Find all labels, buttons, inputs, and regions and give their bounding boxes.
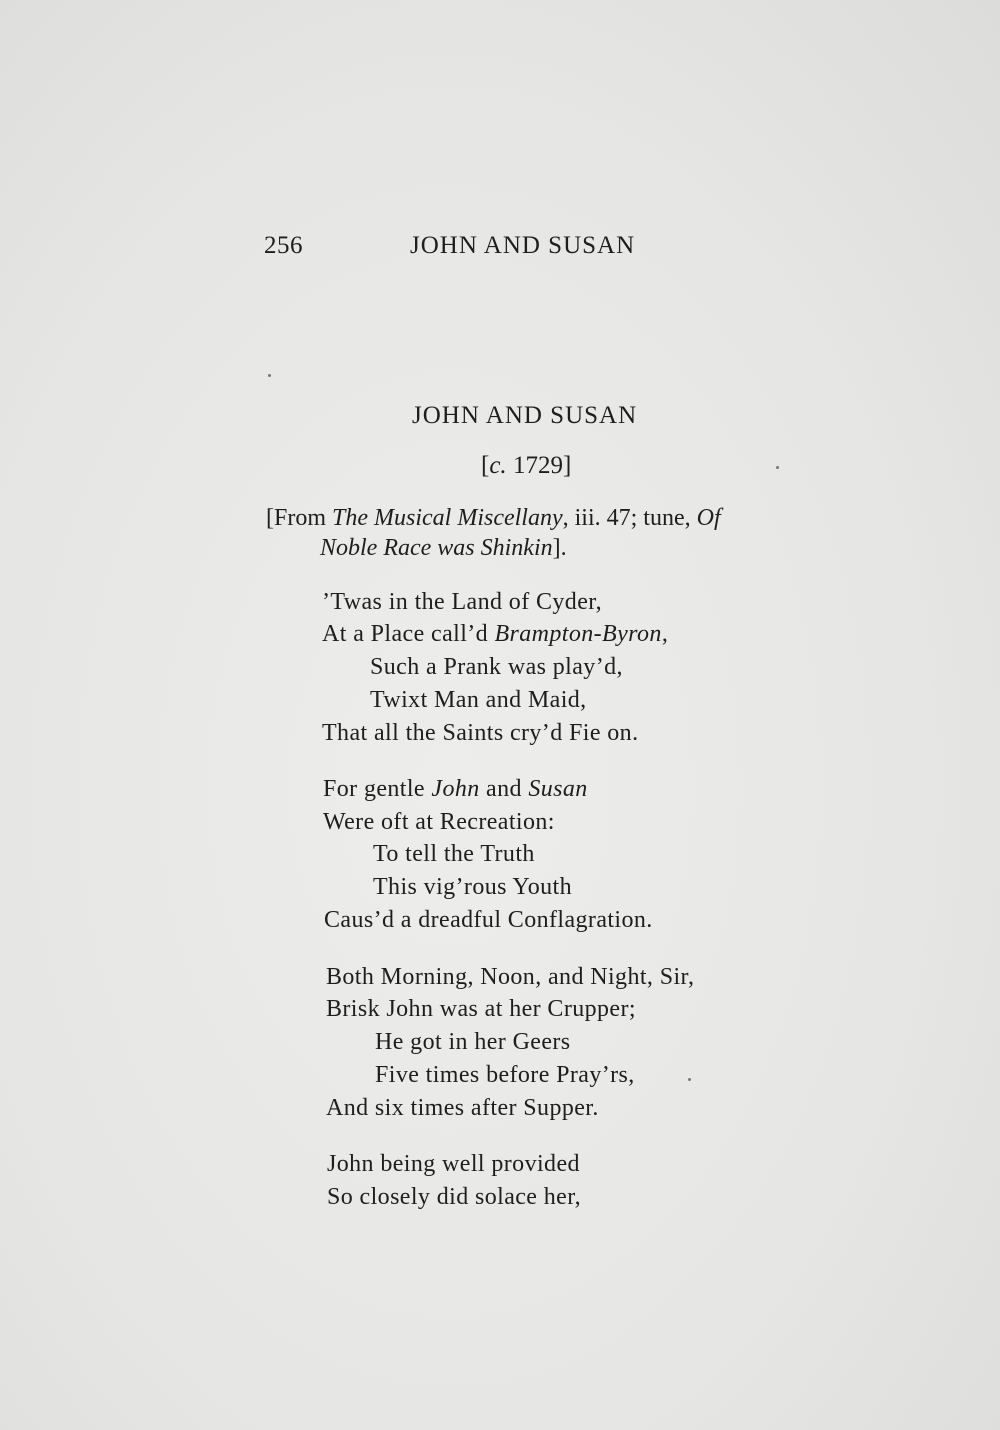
verse-text: Brisk John was at her Crupper; bbox=[326, 996, 636, 1022]
date-year: 1729] bbox=[506, 452, 572, 479]
tune-name-part2: Noble Race was Shinkin bbox=[320, 535, 553, 561]
source-prefix: [From bbox=[266, 505, 332, 531]
source-note-line bbox=[266, 503, 806, 533]
source-detail: , iii. 47; tune, bbox=[562, 505, 697, 531]
date-circa: c. bbox=[489, 452, 507, 479]
paper-speck bbox=[268, 374, 271, 377]
verse-line bbox=[373, 839, 535, 869]
source-suffix: ]. bbox=[552, 535, 567, 561]
verse-line bbox=[327, 1182, 581, 1212]
verse-line bbox=[375, 1027, 571, 1057]
source-title: The Musical Miscellany bbox=[332, 505, 563, 531]
place-name: Brampton-Byron bbox=[494, 621, 662, 647]
verse-line bbox=[322, 619, 668, 649]
verse-text: John being well provided bbox=[327, 1151, 580, 1177]
verse-text: , bbox=[661, 621, 669, 647]
verse-text: ’Twas in the Land of Cyder, bbox=[322, 589, 603, 615]
running-title: JOHN AND SUSAN bbox=[410, 232, 636, 259]
verse-line bbox=[327, 1149, 580, 1179]
verse-line bbox=[370, 652, 623, 682]
verse-text: So closely did solace her, bbox=[327, 1184, 582, 1210]
verse-text: This vig’rous Youth bbox=[373, 874, 572, 900]
running-head bbox=[0, 228, 1000, 268]
verse-text: Twixt Man and Maid, bbox=[370, 687, 587, 713]
tune-name-part1: Of bbox=[696, 505, 721, 531]
character-name: Susan bbox=[528, 776, 588, 802]
verse-text: Five times before Pray’rs, bbox=[375, 1062, 635, 1088]
verse-text: Were oft at Recreation: bbox=[323, 809, 555, 835]
verse-text: Such a Prank was play’d, bbox=[370, 654, 623, 680]
page-number: 256 bbox=[264, 232, 303, 259]
source-note-line bbox=[266, 533, 806, 563]
verse-text: That all the Saints cry’d Fie on. bbox=[322, 720, 639, 746]
verse-line bbox=[323, 774, 588, 804]
verse-line bbox=[322, 718, 638, 748]
poem-title: JOHN AND SUSAN bbox=[412, 402, 638, 429]
verse-line bbox=[373, 872, 572, 902]
character-name: John bbox=[431, 776, 480, 802]
verse-line bbox=[326, 1093, 599, 1123]
verse-text: For gentle bbox=[323, 776, 432, 802]
verse-text: To tell the Truth bbox=[373, 841, 535, 867]
verse-line bbox=[324, 905, 653, 935]
verse-line bbox=[375, 1060, 635, 1090]
verse-text: And six times after Supper. bbox=[326, 1095, 599, 1121]
paper-speck bbox=[688, 1078, 691, 1081]
source-note bbox=[266, 503, 806, 563]
verse-line bbox=[370, 685, 587, 715]
verse-line bbox=[322, 587, 602, 617]
verse-text: Both Morning, Noon, and Night, Sir, bbox=[326, 964, 695, 990]
paper-speck bbox=[776, 466, 779, 469]
verse-text: He got in her Geers bbox=[375, 1029, 571, 1055]
verse-text: and bbox=[479, 776, 529, 802]
verse-line bbox=[323, 807, 555, 837]
verse-line bbox=[326, 994, 636, 1024]
verse-text: At a Place call’d bbox=[322, 621, 495, 647]
poem-date bbox=[481, 452, 571, 480]
verse-text: Caus’d a dreadful Conflagration. bbox=[324, 907, 653, 933]
date-bracket: [ bbox=[481, 452, 490, 479]
verse-line bbox=[326, 962, 694, 992]
